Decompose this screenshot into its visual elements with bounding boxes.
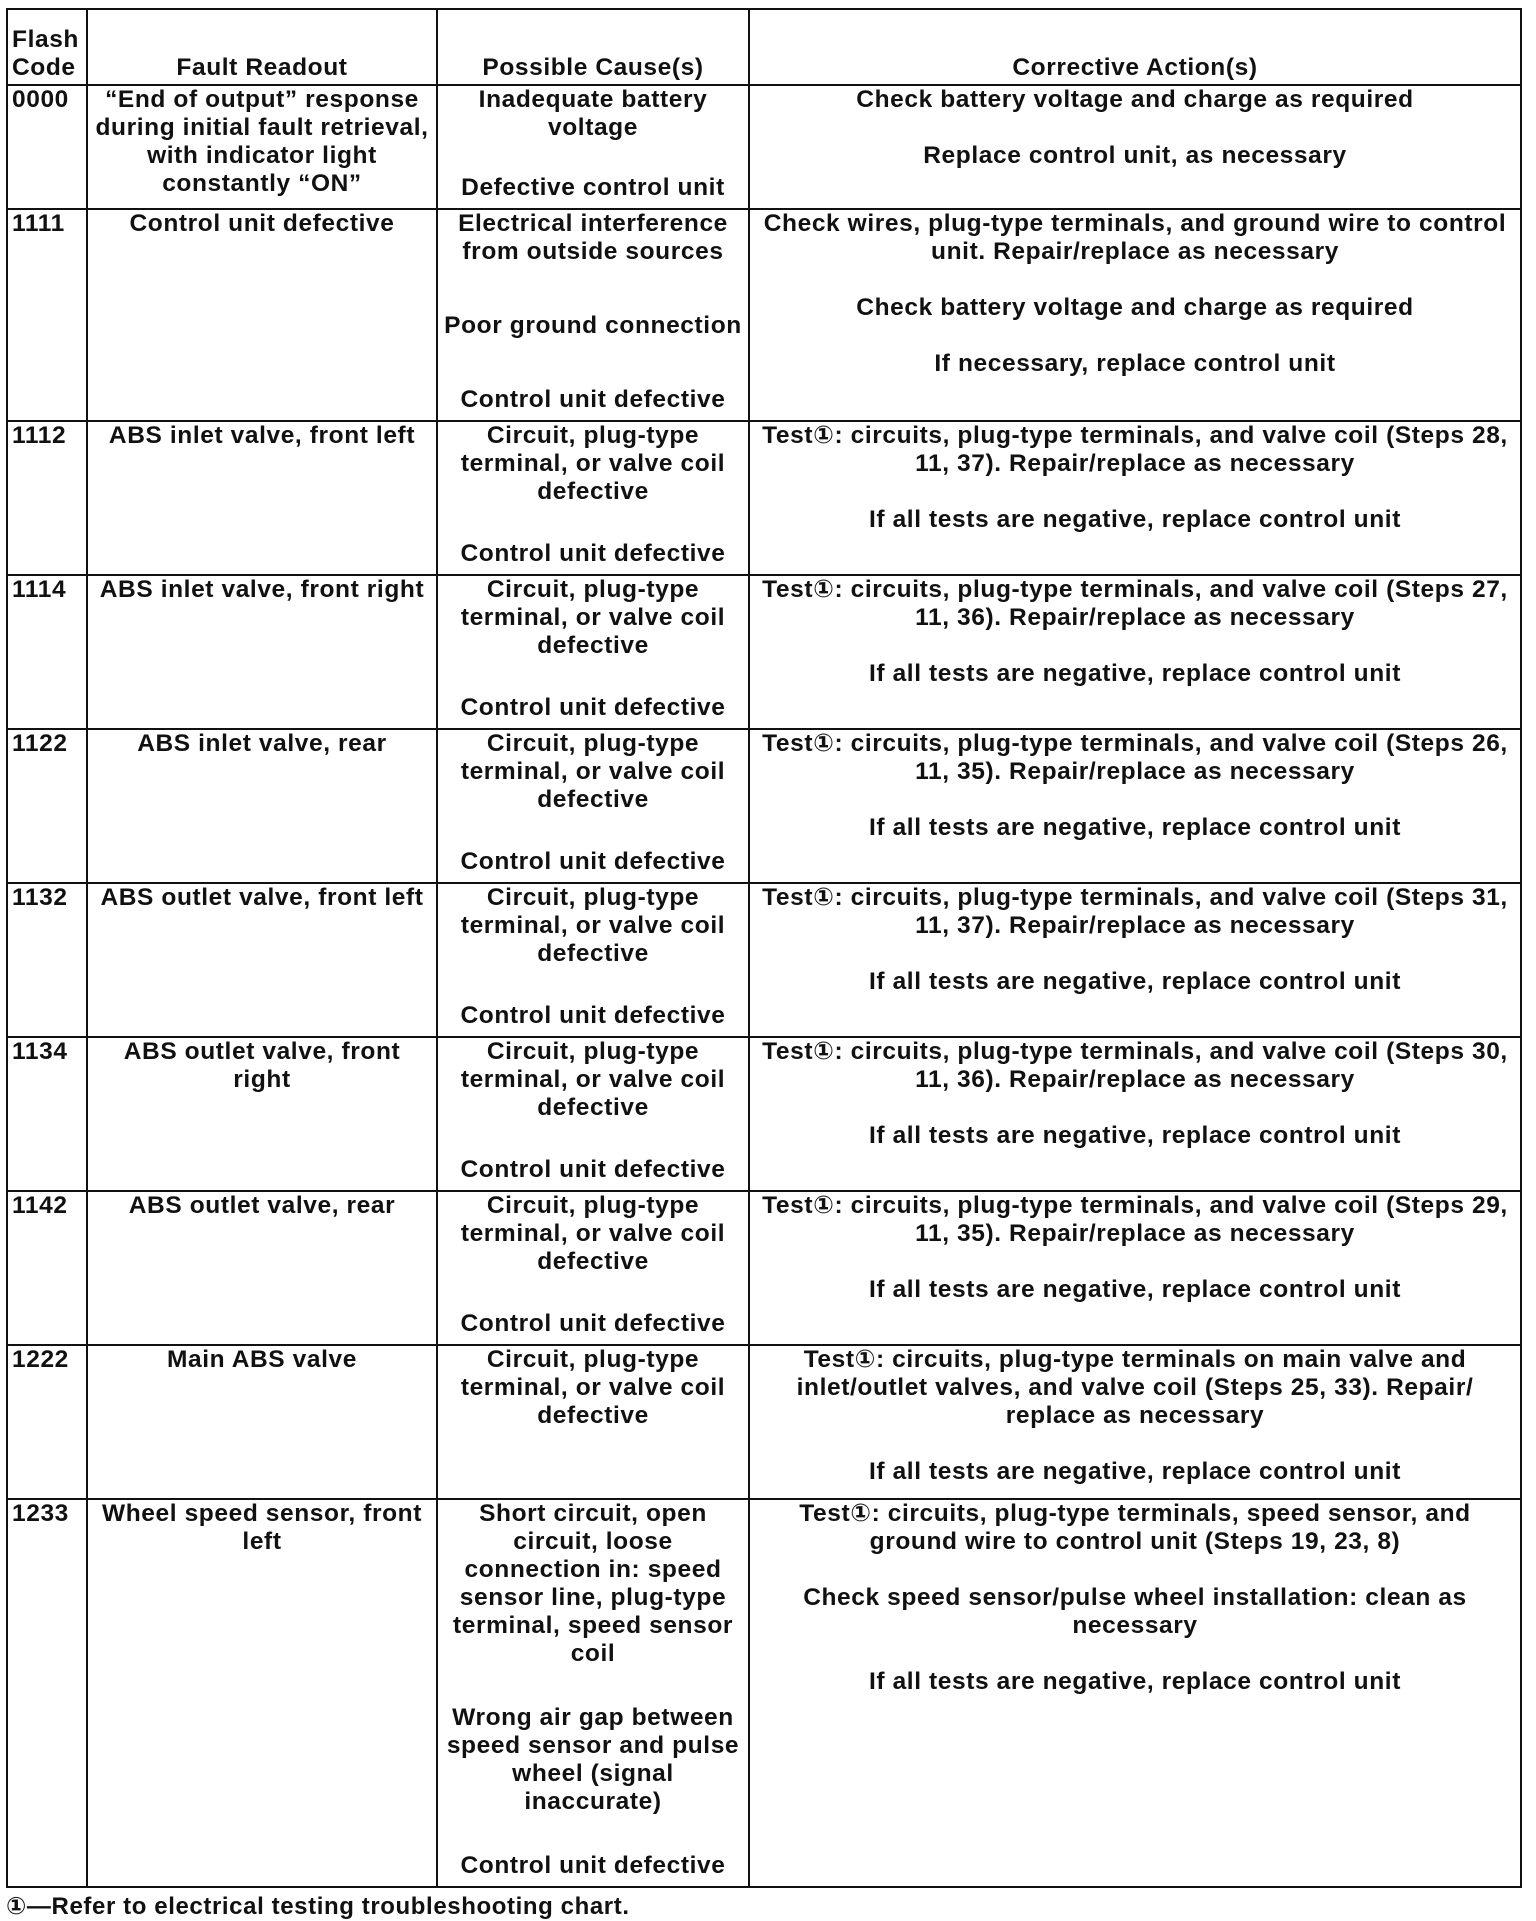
cause-item: Control unit defective [460, 848, 726, 875]
header-fault-readout: Fault Readout [87, 9, 437, 85]
action-item: If all tests are negative, replace control unit [869, 1458, 1401, 1485]
fault-readout: ABS inlet valve, rear [87, 729, 437, 883]
possible-causes [437, 883, 749, 1037]
possible-causes [437, 1037, 749, 1191]
action-item: Test①: circuits, plug-type terminals, and valve coil (Steps 26, 11, 35). Repair/replace as necessary [762, 730, 1508, 785]
cause-list [442, 1346, 744, 1492]
flash-code: 1111 [7, 209, 87, 421]
corrective-actions [749, 729, 1521, 883]
possible-causes [437, 1345, 749, 1499]
cause-item: Circuit, plug-type terminal, or valve coil defective [460, 730, 726, 813]
action-item: Test①: circuits, plug-type terminals, and valve coil (Steps 29, 11, 35). Repair/replace as necessary [762, 1192, 1508, 1247]
table-row [7, 209, 1521, 421]
flash-code: 1233 [7, 1499, 87, 1887]
fault-table [6, 8, 1522, 1888]
corrective-actions [749, 1191, 1521, 1345]
cause-list [442, 730, 744, 876]
flash-code: 1142 [7, 1191, 87, 1345]
fault-readout: ABS inlet valve, front right [87, 575, 437, 729]
cause-item: Control unit defective [460, 386, 726, 413]
cause-item: Control unit defective [460, 1002, 726, 1029]
cause-item: Poor ground connection [444, 312, 742, 339]
table-row [7, 575, 1521, 729]
possible-causes [437, 209, 749, 421]
action-item: Test①: circuits, plug-type terminals, speed sensor, and ground wire to control unit (Steps 19, 23, 8) [799, 1500, 1471, 1555]
table-row [7, 85, 1521, 209]
action-item: Check battery voltage and charge as required [856, 86, 1414, 113]
fault-readout: “End of output” response during initial fault retrieval, with indicator light constantly “ON” [87, 85, 437, 209]
possible-causes [437, 85, 749, 209]
cause-item: Electrical interference from outside sources [458, 210, 728, 265]
action-item: If all tests are negative, replace control unit [869, 1122, 1401, 1149]
cause-item: Short circuit, open circuit, loose connection in: speed sensor line, plug-type terminal, speed sensor coil [452, 1500, 734, 1667]
fault-readout: Control unit defective [87, 209, 437, 421]
corrective-actions [749, 575, 1521, 729]
cause-item: Inadequate battery voltage [478, 86, 708, 141]
fault-readout: ABS outlet valve, front right [87, 1037, 437, 1191]
flash-code: 1134 [7, 1037, 87, 1191]
action-item: Test①: circuits, plug-type terminals on main valve and inlet/outlet valves, and valve coil (Steps 25, 33). Repair/ replace as necessary [796, 1346, 1474, 1429]
table-row [7, 1191, 1521, 1345]
action-item: Replace control unit, as necessary [923, 142, 1347, 169]
action-item: Check speed sensor/pulse wheel installation: clean as necessary [803, 1584, 1467, 1639]
table-row [7, 1037, 1521, 1191]
header-possible-causes: Possible Cause(s) [437, 9, 749, 85]
cause-list [442, 1500, 744, 1880]
cause-item: Circuit, plug-type terminal, or valve coil defective [460, 1346, 726, 1429]
cause-item: Defective control unit [461, 174, 725, 201]
fault-readout: ABS outlet valve, rear [87, 1191, 437, 1345]
flash-code: 0000 [7, 85, 87, 209]
table-body [7, 85, 1521, 1887]
action-item: If all tests are negative, replace control unit [869, 660, 1401, 687]
corrective-actions [749, 1345, 1521, 1499]
cause-item: Circuit, plug-type terminal, or valve coil defective [460, 422, 726, 505]
cause-item: Control unit defective [460, 1310, 726, 1337]
possible-causes [437, 575, 749, 729]
table-row [7, 421, 1521, 575]
cause-list [442, 422, 744, 568]
flash-code: 1222 [7, 1345, 87, 1499]
cause-item: Circuit, plug-type terminal, or valve coil defective [460, 576, 726, 659]
fault-readout: ABS inlet valve, front left [87, 421, 437, 575]
cause-item: Control unit defective [460, 540, 726, 567]
cause-item: Circuit, plug-type terminal, or valve coil defective [460, 1038, 726, 1121]
cause-list [442, 210, 744, 414]
cause-list [442, 884, 744, 1030]
possible-causes [437, 729, 749, 883]
corrective-actions [749, 883, 1521, 1037]
header-corrective-actions: Corrective Action(s) [749, 9, 1521, 85]
flash-code: 1132 [7, 883, 87, 1037]
action-item: If necessary, replace control unit [934, 350, 1336, 377]
flash-code: 1114 [7, 575, 87, 729]
cause-item: Wrong air gap between speed sensor and pulse wheel (signal inaccurate) [446, 1704, 740, 1815]
table-row [7, 1345, 1521, 1499]
action-item: Test①: circuits, plug-type terminals, and valve coil (Steps 30, 11, 36). Repair/replace as necessary [762, 1038, 1508, 1093]
action-item: If all tests are negative, replace control unit [869, 1276, 1401, 1303]
flash-code: 1112 [7, 421, 87, 575]
action-item: If all tests are negative, replace control unit [869, 814, 1401, 841]
cause-item: Circuit, plug-type terminal, or valve coil defective [460, 884, 726, 967]
cause-item: Control unit defective [460, 1852, 726, 1879]
cause-item: Circuit, plug-type terminal, or valve coil defective [460, 1192, 726, 1275]
possible-causes [437, 1191, 749, 1345]
cause-list [442, 576, 744, 722]
cause-item: Control unit defective [460, 1156, 726, 1183]
cause-list [442, 1038, 744, 1184]
corrective-actions [749, 1499, 1521, 1887]
header-row [7, 9, 1521, 85]
action-item: Test①: circuits, plug-type terminals, and valve coil (Steps 31, 11, 37). Repair/replace as necessary [762, 884, 1508, 939]
fault-readout: Wheel speed sensor, front left [87, 1499, 437, 1887]
cause-item: Control unit defective [460, 694, 726, 721]
cause-list [442, 86, 744, 202]
cause-list [442, 1192, 744, 1338]
possible-causes [437, 421, 749, 575]
action-item: If all tests are negative, replace control unit [869, 506, 1401, 533]
fault-readout: Main ABS valve [87, 1345, 437, 1499]
corrective-actions [749, 209, 1521, 421]
flash-code: 1122 [7, 729, 87, 883]
action-item: If all tests are negative, replace control unit [869, 1668, 1401, 1695]
action-item: Check battery voltage and charge as required [856, 294, 1414, 321]
table-row [7, 1499, 1521, 1887]
possible-causes [437, 1499, 749, 1887]
action-item: Test①: circuits, plug-type terminals, and valve coil (Steps 27, 11, 36). Repair/replace as necessary [762, 576, 1508, 631]
table-row [7, 883, 1521, 1037]
table-row [7, 729, 1521, 883]
corrective-actions [749, 421, 1521, 575]
fault-code-chart [6, 8, 1520, 1888]
action-item: If all tests are negative, replace control unit [869, 968, 1401, 995]
action-item: Check wires, plug-type terminals, and ground wire to control unit. Repair/replace as necessary [763, 210, 1507, 265]
header-flash-code: Flash Code [7, 9, 87, 85]
corrective-actions [749, 1037, 1521, 1191]
fault-readout: ABS outlet valve, front left [87, 883, 437, 1037]
footnote: ①—Refer to electrical testing troubleshooting chart. [6, 1893, 630, 1920]
action-item: Test①: circuits, plug-type terminals, and valve coil (Steps 28, 11, 37). Repair/replace as necessary [762, 422, 1508, 477]
corrective-actions [749, 85, 1521, 209]
